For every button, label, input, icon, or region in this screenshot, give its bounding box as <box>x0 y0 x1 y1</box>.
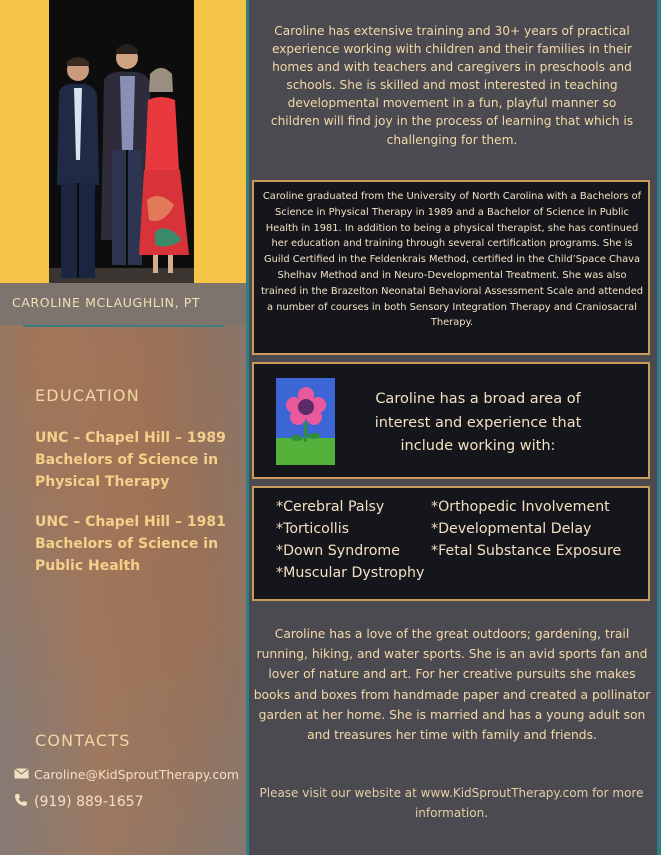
phone-icon <box>14 793 30 811</box>
contacts-heading: CONTACTS <box>35 731 131 750</box>
education-entry: UNC – Chapel Hill – 1981 Bachelors of Science in Public Health <box>35 514 226 574</box>
condition-item: *Down Syndrome <box>276 543 400 559</box>
email-address[interactable]: Caroline@KidSproutTherapy.com <box>34 767 240 782</box>
condition-item: *Muscular Dystrophy <box>276 565 425 581</box>
condition-item: *Developmental Delay <box>431 521 592 537</box>
personal-paragraph: Caroline has a love of the great outdoors; gardening, trail running, hiking, and water sports. She is an avid sports fan and lover of nature and art. For her creative pursuits she makes books and boxes from handmade paper and created a pollinator garden at her home. She is married and has a young adult son and treasures her time with family and friends. <box>253 627 651 743</box>
education-heading: EDUCATION <box>35 386 140 405</box>
family-photo <box>49 0 194 283</box>
therapist-name: CAROLINE MCLAUGHLIN, PT <box>12 295 201 310</box>
interest-box <box>252 362 650 479</box>
background-paragraph: Caroline graduated from the University of North Carolina with a Bachelors of Science in Physical Therapy in 1989 and a Bachelor of Science in Public Health in 1981. In addition to being a physical therapist, she has continued her education and training through several certification programs. She is Guild Certified in the Feldenkrais Method, certified in the Child’Space Chava Shelhav Method and in Neuro-Developmental Treatment. She was also trained in the Brazelton Neonatal Behavioral Assessment Scale and attended a number of courses in both Sensory Integration Therapy and Craniosacral Therapy. <box>260 191 644 329</box>
intro-paragraph: Caroline has extensive training and 30+ years of practical experience working with children and their families in their homes and with teachers and caregivers in preschools and schools. She is skilled and most interested in teaching developmental movement in a fun, playful manner so children will find joy in the process of learning that which is challenging for them. <box>270 24 634 147</box>
condition-item: *Cerebral Palsy <box>276 499 385 515</box>
website-note: Please visit our website at www.KidSproutTherapy.com for more information. <box>259 786 644 820</box>
envelope-icon <box>14 767 30 782</box>
phone-number[interactable]: (919) 889-1657 <box>34 794 144 810</box>
phone-contact[interactable] <box>14 793 144 811</box>
condition-item: *Fetal Substance Exposure <box>431 543 622 559</box>
education-entry: UNC – Chapel Hill – 1989 Bachelors of Science in Physical Therapy <box>35 430 226 490</box>
column-divider <box>246 0 249 855</box>
interest-intro: Caroline has a broad area of interest and experience that include working with: <box>374 391 582 454</box>
email-contact[interactable] <box>14 767 239 782</box>
page-edge <box>657 0 661 855</box>
condition-item: *Torticollis <box>276 521 350 537</box>
condition-item: *Orthopedic Involvement <box>431 499 610 515</box>
background-box <box>252 180 650 355</box>
conditions-box <box>252 486 650 601</box>
flower-drawing <box>276 378 335 465</box>
name-divider <box>23 325 225 327</box>
family-photo-illustration <box>49 0 194 283</box>
